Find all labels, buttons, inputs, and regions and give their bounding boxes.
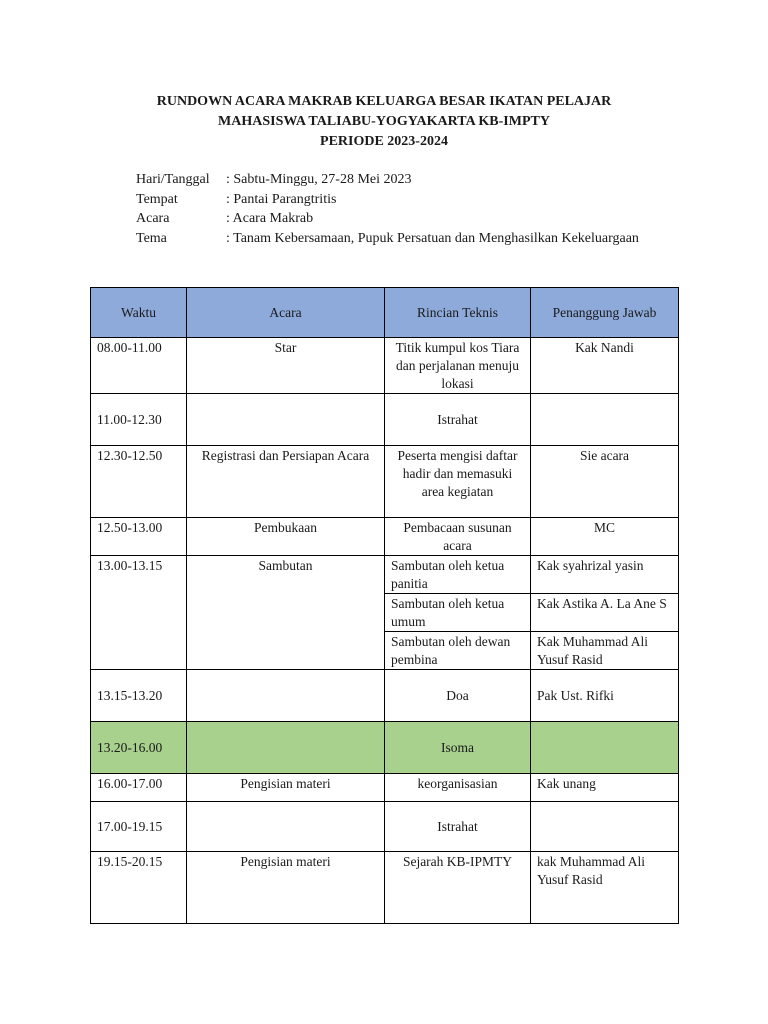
event-info <box>136 170 639 248</box>
title-line-3: PERIODE 2023-2024 <box>320 134 448 149</box>
cell-acara <box>187 802 385 852</box>
header-penanggung-jawab: Penanggung Jawab <box>531 288 679 338</box>
info-row-tema <box>136 229 639 249</box>
cell-waktu: 19.15-20.15 <box>91 852 187 924</box>
table-row <box>91 852 679 924</box>
tempat-label: Tempat <box>136 191 178 207</box>
cell-rincian: Istrahat <box>385 802 531 852</box>
hari-value: : Sabtu-Minggu, 27-28 Mei 2023 <box>226 172 412 187</box>
cell-pj: Kak unang <box>531 774 679 802</box>
cell-rincian: Sambutan oleh dewan pembina <box>385 632 531 670</box>
document-title <box>0 92 768 152</box>
cell-acara <box>187 394 385 446</box>
table-row <box>91 446 679 518</box>
cell-waktu: 13.00-13.15 <box>91 556 187 670</box>
info-row-acara <box>136 209 639 229</box>
info-row-tempat <box>136 190 639 210</box>
cell-waktu: 13.15-13.20 <box>91 670 187 722</box>
cell-pj <box>531 802 679 852</box>
header-rincian: Rincian Teknis <box>385 288 531 338</box>
cell-pj: MC <box>531 518 679 556</box>
cell-acara: Sambutan <box>187 556 385 670</box>
tema-value: : Tanam Kebersamaan, Pupuk Persatuan dan Menghasilkan Kekeluargaan <box>226 230 639 246</box>
cell-waktu: 17.00-19.15 <box>91 802 187 852</box>
table-row <box>91 670 679 722</box>
header-acara: Acara <box>187 288 385 338</box>
table-row <box>91 338 679 394</box>
tempat-value: : Pantai Parangtritis <box>226 191 337 207</box>
cell-pj: Kak Muhammad Ali Yusuf Rasid <box>531 632 679 670</box>
table-header-row <box>91 288 679 338</box>
cell-waktu: 11.00-12.30 <box>91 394 187 446</box>
cell-rincian: Peserta mengisi daftar hadir dan memasuki area kegiatan <box>385 446 531 518</box>
cell-acara: Pengisian materi <box>187 774 385 802</box>
cell-rincian: Titik kumpul kos Tiara dan perjalanan menuju lokasi <box>385 338 531 394</box>
table-row <box>91 556 679 594</box>
table-row-highlight <box>91 722 679 774</box>
cell-acara: Registrasi dan Persiapan Acara <box>187 446 385 518</box>
cell-rincian: keorganisasian <box>385 774 531 802</box>
cell-acara: Pembukaan <box>187 518 385 556</box>
cell-pj: kak Muhammad Ali Yusuf Rasid <box>531 852 679 924</box>
tema-label: Tema <box>136 230 167 246</box>
table-row <box>91 394 679 446</box>
table-row <box>91 518 679 556</box>
cell-pj: Kak Astika A. La Ane S <box>531 594 679 632</box>
cell-waktu: 12.50-13.00 <box>91 518 187 556</box>
cell-pj: Sie acara <box>531 446 679 518</box>
title-line-1: RUNDOWN ACARA MAKRAB KELUARGA BESAR IKATAN PELAJAR <box>156 94 612 109</box>
cell-rincian: Istrahat <box>385 394 531 446</box>
cell-acara: Star <box>187 338 385 394</box>
cell-rincian: Pembacaan susunan acara <box>385 518 531 556</box>
acara-value: : Acara Makrab <box>226 211 314 226</box>
title-line-2: MAHASISWA TALIABU-YOGYAKARTA KB-IMPTY <box>218 114 550 129</box>
cell-pj <box>531 394 679 446</box>
cell-pj: Kak Nandi <box>531 338 679 394</box>
rundown-table <box>90 287 679 924</box>
cell-rincian: Sejarah KB-IPMTY <box>385 852 531 924</box>
cell-waktu: 13.20-16.00 <box>91 722 187 774</box>
info-row-hari <box>136 170 639 190</box>
cell-pj <box>531 722 679 774</box>
table-row <box>91 774 679 802</box>
cell-pj: Pak Ust. Rifki <box>531 670 679 722</box>
cell-waktu: 12.30-12.50 <box>91 446 187 518</box>
acara-label: Acara <box>136 211 170 226</box>
hari-label: Hari/Tanggal <box>136 172 210 187</box>
cell-rincian: Doa <box>385 670 531 722</box>
header-waktu: Waktu <box>91 288 187 338</box>
cell-waktu: 16.00-17.00 <box>91 774 187 802</box>
cell-acara: Pengisian materi <box>187 852 385 924</box>
cell-rincian: Sambutan oleh ketua umum <box>385 594 531 632</box>
cell-waktu: 08.00-11.00 <box>91 338 187 394</box>
cell-rincian: Sambutan oleh ketua panitia <box>385 556 531 594</box>
table-row <box>91 802 679 852</box>
cell-acara <box>187 670 385 722</box>
cell-rincian: Isoma <box>385 722 531 774</box>
cell-acara <box>187 722 385 774</box>
cell-pj: Kak syahrizal yasin <box>531 556 679 594</box>
